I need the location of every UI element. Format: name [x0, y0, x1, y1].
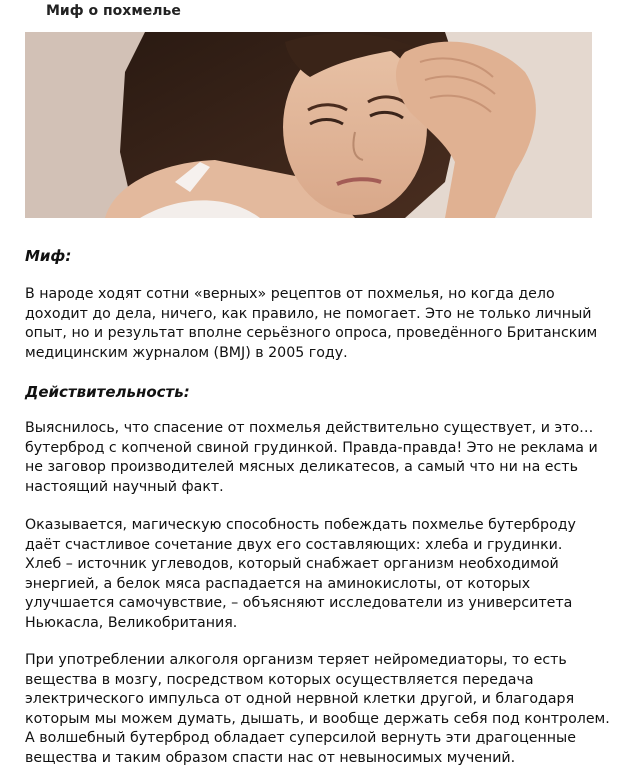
paragraph-line: Хлеб – источник углеводов, который снабжает организм необходимой — [25, 556, 559, 573]
paragraph-line: доходит до дела, ничего, как правило, не помогает. Это не только личный — [25, 305, 592, 322]
paragraph-line: Выяснилось, что спасение от похмелья действительно существует, и это… — [25, 420, 594, 436]
reality-heading: Действительность: — [25, 383, 190, 401]
reality-paragraph-1 — [25, 419, 600, 497]
paragraph-line: вещества и таким образом спасти нас от невыносимых мучений. — [25, 749, 516, 766]
myth-paragraph — [25, 285, 600, 363]
paragraph-line: опыт, но и результат вполне серьёзного опроса, проведённого Британским — [25, 325, 598, 342]
paragraph-line: вещества в мозгу, посредством которых осуществляется передача — [25, 671, 534, 688]
paragraph-line: бутерброд с копченой свиной грудинкой. Правда-правда! Это не реклама и — [25, 439, 598, 456]
paragraph-line: Оказывается, магическую способность побеждать похмелье бутерброду — [25, 517, 576, 533]
myth-heading: Миф: — [25, 247, 72, 265]
paragraph-line: которым мы можем думать, дышать, и вообще держать себя под контролем. — [25, 710, 610, 727]
paragraph-line: электрического импульса от одной нервной клетки другой, и благодаря — [25, 691, 575, 708]
paragraph-line: улучшается самочувствие, – объясняют исследователи из университета — [25, 595, 573, 612]
paragraph-line: А волшебный бутерброд обладает суперсилой вернуть эти драгоценные — [25, 730, 576, 747]
article-title: Миф о похмелье — [46, 3, 181, 19]
paragraph-line: не заговор производителей мясных деликатесов, а самый что ни на есть — [25, 459, 578, 476]
paragraph-line: При употреблении алкоголя организм теряет нейромедиаторы, то есть — [25, 652, 567, 668]
paragraph-line: медицинским журналом (BMJ) в 2005 году. — [25, 344, 348, 361]
paragraph-line: настоящий научный факт. — [25, 478, 224, 495]
woman-headache-photo — [25, 32, 592, 218]
reality-paragraph-2 — [25, 516, 600, 634]
photo-illustration — [25, 32, 592, 218]
reality-paragraph-3 — [25, 651, 610, 769]
paragraph-line: энергией, а белок мяса распадается на аминокислоты, от которых — [25, 575, 531, 592]
paragraph-line: В народе ходят сотни «верных» рецептов от похмелья, но когда дело — [25, 286, 555, 302]
paragraph-line: даёт счастливое сочетание двух его составляющих: хлеба и грудинки. — [25, 536, 563, 553]
paragraph-line: Ньюкасла, Великобритания. — [25, 614, 238, 631]
